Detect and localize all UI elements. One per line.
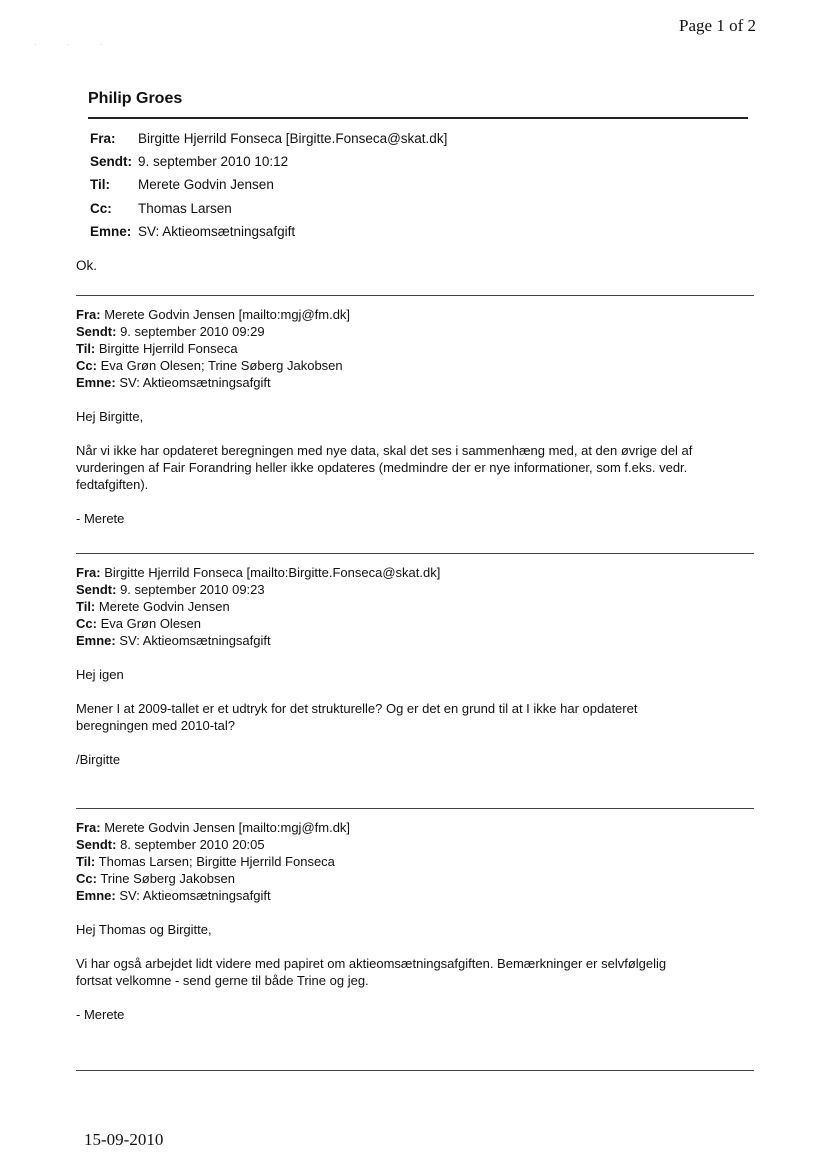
email-2-greeting: Hej Birgitte,: [76, 409, 144, 424]
print-date: 15-09-2010: [84, 1130, 164, 1149]
email-2-cc: Eva Grøn Olesen; Trine Søberg Jakobsen: [100, 358, 343, 373]
email-4-to-line: [76, 853, 766, 870]
email-separator: [76, 553, 754, 554]
cc-label: Cc:: [90, 200, 112, 216]
email-2-subject: SV: Aktieomsætningsafgift: [119, 375, 271, 390]
from-label: Fra:: [76, 307, 101, 322]
subject-label: Emne:: [90, 223, 132, 239]
email-1-cc-row: [90, 197, 447, 220]
email-1-subject: SV: Aktieomsætningsafgift: [138, 223, 296, 239]
email-1-to: Merete Godvin Jensen: [138, 177, 274, 193]
scan-specks: · · ·: [34, 40, 117, 49]
to-label: Til:: [76, 599, 96, 614]
email-3-cc-line: [76, 615, 766, 632]
sent-label: Sendt:: [76, 582, 117, 597]
email-1-body: Ok.: [76, 258, 98, 273]
email-4-sent-line: [76, 836, 766, 853]
email-4-body-line-1: Vi har også arbejdet lidt videre med papiret om aktieomsætningsafgiften. Bemærkninger er selvfølgelig: [76, 956, 667, 971]
email-3-cc: Eva Grøn Olesen: [100, 616, 202, 631]
to-label: Til:: [76, 341, 96, 356]
email-3-subject: SV: Aktieomsætningsafgift: [119, 633, 271, 648]
email-2-sent: 9. september 2010 09:29: [120, 324, 265, 339]
email-4-subject: SV: Aktieomsætningsafgift: [119, 888, 271, 903]
email-2-sent-line: [76, 323, 766, 340]
email-4-from-line: [76, 819, 766, 836]
subject-label: Emne:: [76, 633, 116, 648]
email-3-from-line: [76, 564, 766, 581]
email-separator: [76, 295, 754, 296]
email-1-header: [90, 127, 447, 243]
email-4-cc: Trine Søberg Jakobsen: [100, 871, 235, 886]
subject-label: Emne:: [76, 375, 116, 390]
email-4-sent: 8. september 2010 20:05: [120, 837, 265, 852]
email-3-to: Merete Godvin Jensen: [98, 599, 230, 614]
email-2-body-line-3: fedtafgiften).: [76, 477, 149, 492]
email-2-from-line: [76, 306, 766, 323]
email-3-greeting: Hej igen: [76, 667, 124, 682]
from-label: Fra:: [76, 565, 101, 580]
from-label: Fra:: [76, 820, 101, 835]
email-1-sent: 9. september 2010 10:12: [138, 154, 289, 170]
from-label: Fra:: [90, 131, 116, 147]
email-4-cc-line: [76, 870, 766, 887]
sent-label: Sendt:: [76, 837, 117, 852]
email-1-to-row: [90, 173, 447, 196]
email-3-sent: 9. september 2010 09:23: [120, 582, 265, 597]
email-4-from: Merete Godvin Jensen [mailto:mgj@fm.dk]: [104, 820, 351, 835]
email-4-body-line-2: fortsat velkomne - send gerne til både Trine og jeg.: [76, 973, 369, 988]
header-rule: [88, 117, 748, 119]
page-number: Page 1 of 2: [679, 16, 756, 35]
email-4-subject-line: [76, 887, 766, 904]
email-2-to-line: [76, 340, 766, 357]
email-2-body-line-1: Når vi ikke har opdateret beregningen med nye data, skal det ses i sammenhæng med, at den øvrige del af: [76, 443, 693, 458]
email-3-body-line-1: Mener I at 2009-tallet er et udtryk for det strukturelle? Og er det en grund til at I ikke har opdateret: [76, 701, 638, 716]
email-2-signoff: - Merete: [76, 511, 125, 526]
cc-label: Cc:: [76, 616, 97, 631]
email-1-from-row: [90, 127, 447, 150]
email-4: [76, 819, 766, 1023]
email-3-sent-line: [76, 581, 766, 598]
email-1-from: Birgitte Hjerrild Fonseca [Birgitte.Fonseca@skat.dk]: [138, 131, 448, 147]
email-3-to-line: [76, 598, 766, 615]
email-1-subject-row: [90, 220, 447, 243]
email-separator: [76, 1070, 754, 1071]
email-3-from: Birgitte Hjerrild Fonseca [mailto:Birgitte.Fonseca@skat.dk]: [104, 565, 441, 580]
email-4-greeting: Hej Thomas og Birgitte,: [76, 922, 212, 937]
email-3-body-line-2: beregningen med 2010-tal?: [76, 718, 236, 733]
email-1-cc: Thomas Larsen: [138, 200, 232, 216]
email-2-subject-line: [76, 374, 766, 391]
email-1-sent-row: [90, 150, 447, 173]
email-separator: [76, 808, 754, 809]
email-2-to: Birgitte Hjerrild Fonseca: [98, 341, 238, 356]
cc-label: Cc:: [76, 871, 97, 886]
sent-label: Sendt:: [76, 324, 117, 339]
mailbox-owner-name: Philip Groes: [88, 90, 183, 107]
cc-label: Cc:: [76, 358, 97, 373]
email-2: [76, 306, 766, 527]
email-2-body-line-2: vurderingen af Fair Forandring heller ikke opdateres (medmindre der er nye informationer, som f.eks. vedr.: [76, 460, 688, 475]
subject-label: Emne:: [76, 888, 116, 903]
email-2-from: Merete Godvin Jensen [mailto:mgj@fm.dk]: [104, 307, 351, 322]
email-3-signoff: /Birgitte: [76, 752, 121, 767]
email-2-cc-line: [76, 357, 766, 374]
to-label: Til:: [90, 177, 110, 193]
email-4-to: Thomas Larsen; Birgitte Hjerrild Fonseca: [98, 854, 335, 869]
to-label: Til:: [76, 854, 96, 869]
email-3-subject-line: [76, 632, 766, 649]
sent-label: Sendt:: [90, 154, 132, 170]
email-3: [76, 564, 766, 768]
email-4-signoff: - Merete: [76, 1007, 125, 1022]
